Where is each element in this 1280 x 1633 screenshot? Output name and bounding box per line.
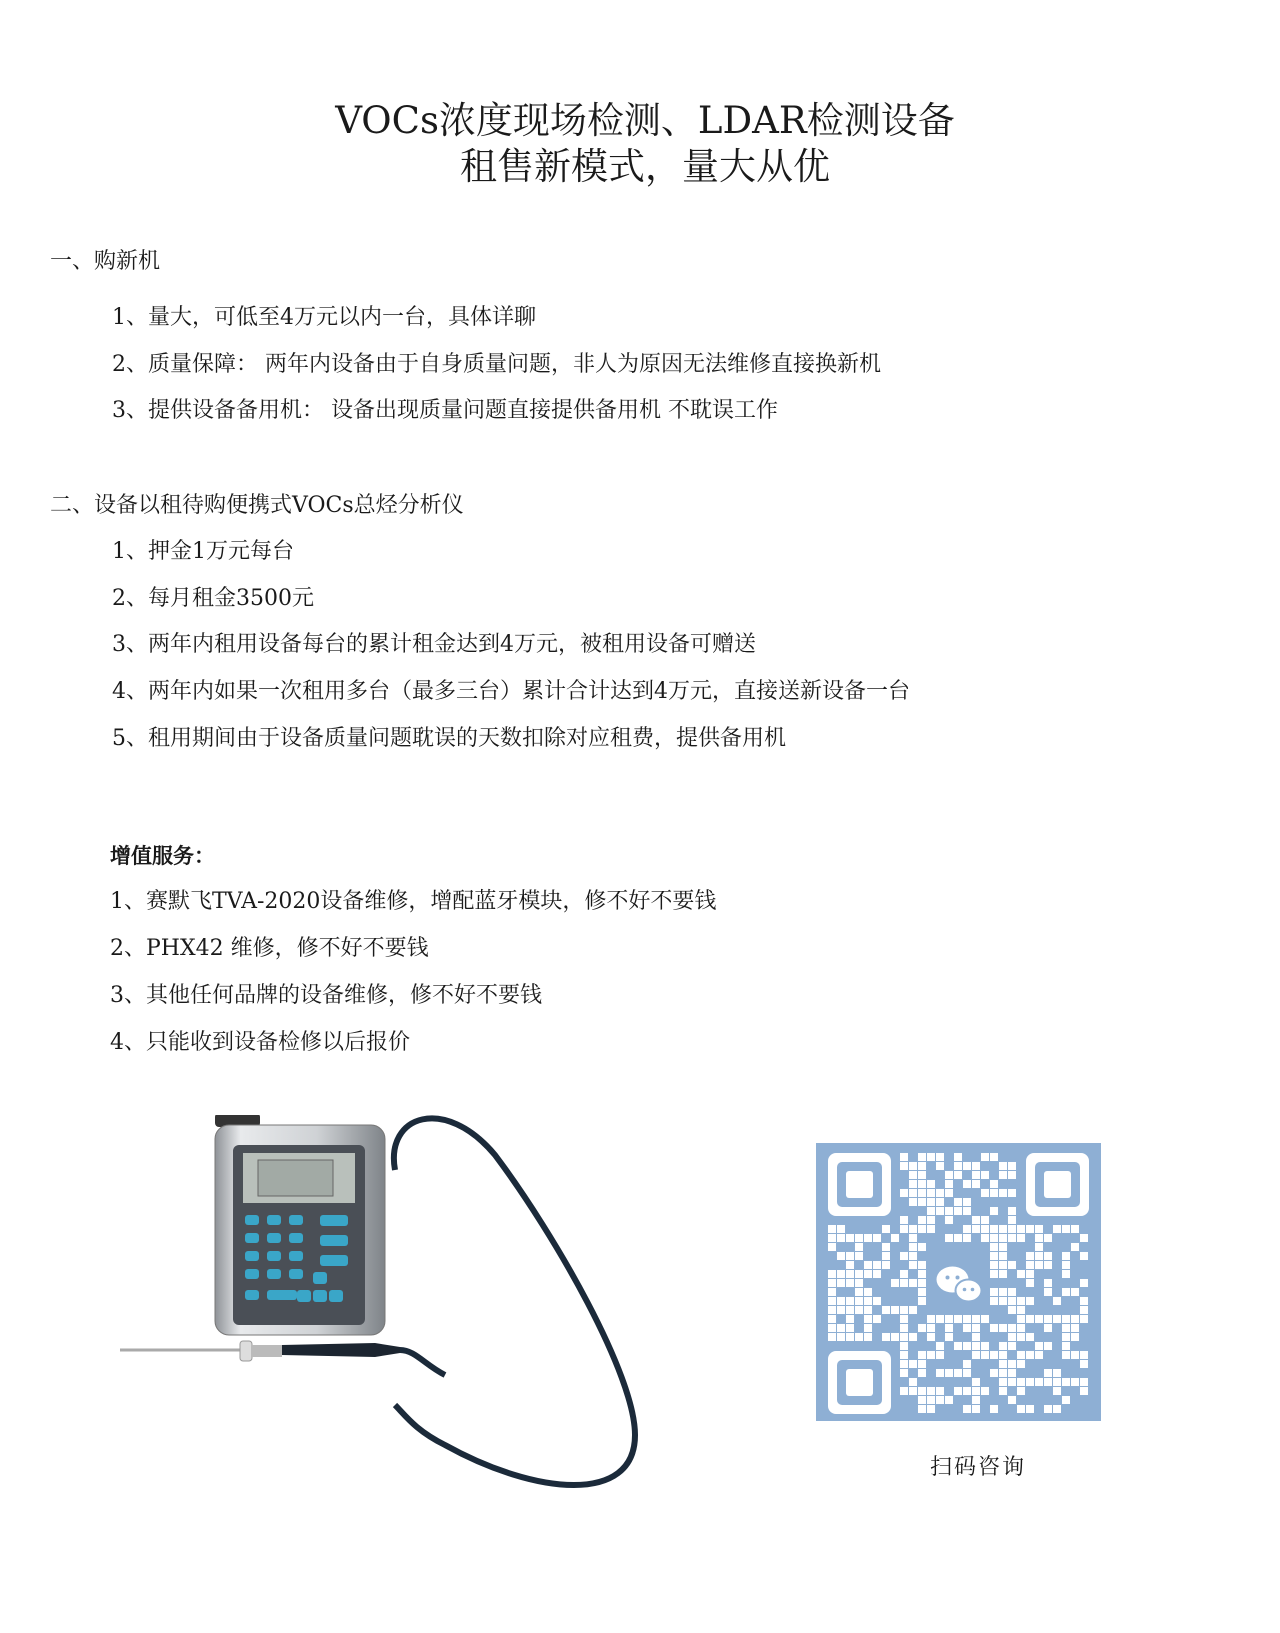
title-line-1: VOCs浓度现场检测、LDAR检测设备: [335, 99, 955, 142]
title-line-2: 租售新模式，量大从优: [460, 145, 830, 188]
list-item: 2、PHX42 维修，修不好不要钱: [110, 936, 429, 961]
list-item: 5、租用期间由于设备质量问题耽误的天数扣除对应租费，提供备用机: [112, 726, 786, 751]
list-item: 2、质量保障： 两年内设备由于自身质量问题，非人为原因无法维修直接换新机: [112, 352, 881, 377]
list-item: 4、两年内如果一次租用多台（最多三台）累计合计达到4万元，直接送新设备一台: [112, 679, 910, 704]
list-item: 1、量大，可低至4万元以内一台，具体详聊: [112, 305, 536, 330]
wechat-qr-code[interactable]: [816, 1143, 1101, 1421]
list-item: 2、每月租金3500元: [112, 586, 314, 611]
list-item: 4、只能收到设备检修以后报价: [110, 1030, 410, 1055]
wechat-icon: [937, 1267, 982, 1302]
section-heading-services: 增值服务：: [110, 844, 215, 868]
qr-code-pattern: [816, 1143, 1101, 1421]
section-heading-rent: 二、设备以租待购便携式VOCs总烃分析仪: [50, 493, 464, 518]
list-item: 1、赛默飞TVA-2020设备维修，增配蓝牙模块，修不好不要钱: [110, 889, 717, 914]
voc-analyzer-photo: [115, 1115, 675, 1515]
list-item: 3、两年内租用设备每台的累计租金达到4万元，被租用设备可赠送: [112, 632, 756, 657]
list-item: 1、押金1万元每台: [112, 539, 294, 564]
list-item: 3、提供设备备用机： 设备出现质量问题直接提供备用机 不耽误工作: [112, 398, 778, 423]
section-heading-buy-new: 一、购新机: [50, 249, 161, 274]
list-item: 3、其他任何品牌的设备维修，修不好不要钱: [110, 983, 542, 1008]
qr-caption: 扫码咨询: [930, 1455, 1027, 1480]
